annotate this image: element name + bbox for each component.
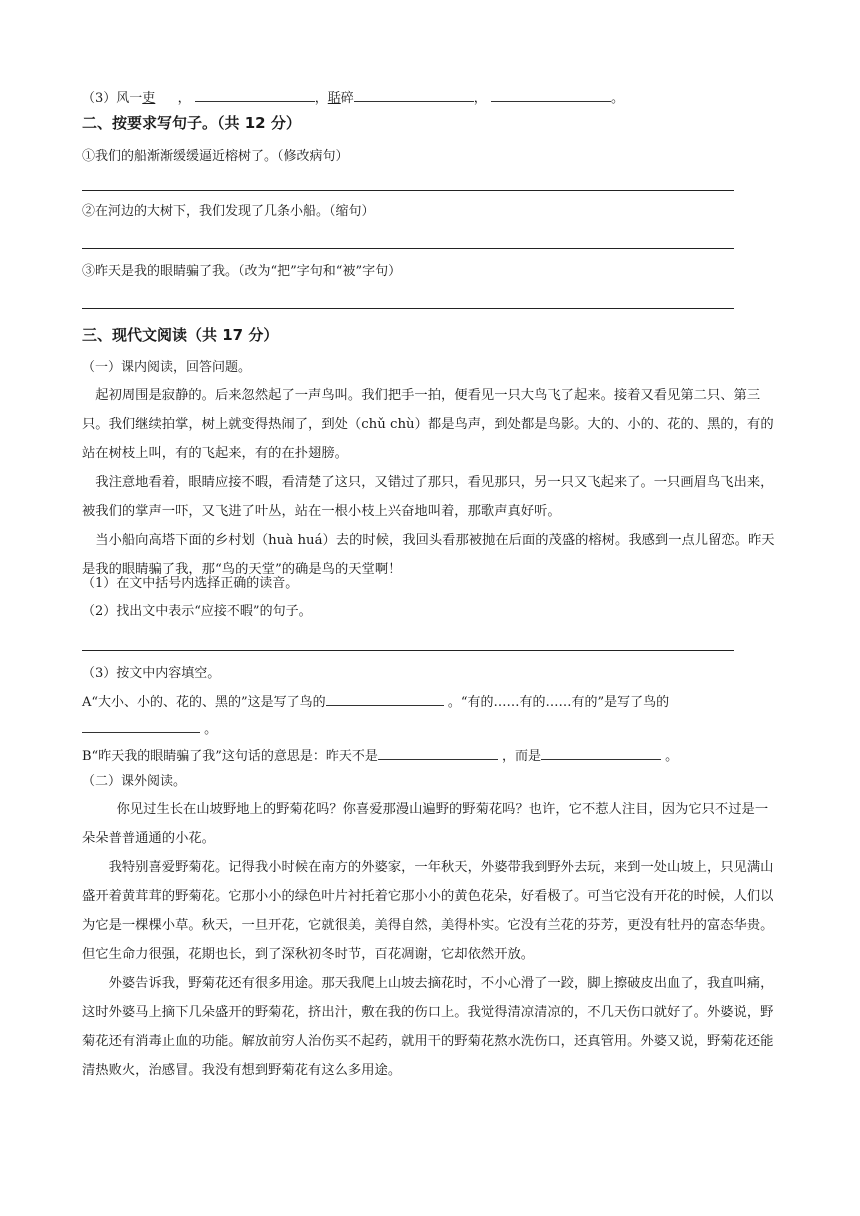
- q-underlined-char: 聒: [327, 91, 341, 106]
- passage-1: [82, 381, 778, 584]
- q-text: ，而是: [502, 749, 542, 764]
- passage-paragraph: 起初周围是寂静的。后来忽然起了一声鸟叫。我们把手一拍，便看见一只大鸟飞了起来。接着又看见第二只、第三只。我们继续拍掌，树上就变得热闹了，到处（chǔ chù）都是鸟声，到处都是鸟影。大的、小的、花的、黑的，有的站在树枝上叫，有的飞起来，有的在扑翅膀。: [82, 388, 774, 461]
- passage-paragraph: 我特别喜爱野菊花。记得我小时候在南方的外婆家，一年秋天，外婆带我到野外去玩，来到一处山坡上，只见满山盛开着黄茸茸的野菊花。它那小小的绿色叶片衬托着它那小小的黄色花朵，好看极了。可当它没有开花的时候，人们以为它是一棵棵小草。秋天，一旦开花，它就很美，美得自然，美得朴实。它没有兰花的芬芳，更没有牡丹的富态华贵。但它生命力很强，花期也长，到了深秋初冬时节，百花凋谢，它却依然开放。: [82, 860, 774, 962]
- part-1-title: （一）课内阅读，回答问题。: [82, 360, 252, 375]
- answer-blank[interactable]: [378, 745, 498, 760]
- part-2-title: （二）课外阅读。: [82, 774, 187, 789]
- q-text: 碎: [340, 91, 354, 106]
- answer-blank[interactable]: [491, 87, 611, 102]
- question-1: （1）在文中括号内选择正确的读音。: [82, 576, 299, 591]
- q-end: 。: [610, 91, 624, 106]
- q-prefix: （3）风一: [82, 91, 143, 106]
- q-comma: ，: [473, 91, 487, 106]
- q-comma: ，: [177, 91, 191, 106]
- passage-paragraph: 我注意地看着，眼睛应接不暇，看清楚了这只，又错过了那只，看见那只，另一只又飞起来了。一只画眉鸟飞出来，被我们的掌声一吓，又飞进了叶丛，站在一根小枝上兴奋地叫着，那歌声真好听。: [82, 475, 774, 519]
- answer-line[interactable]: [82, 190, 734, 191]
- q-comma: ，: [314, 91, 328, 106]
- question-3: （3）按文中内容填空。: [82, 666, 221, 681]
- question-1-3: [82, 87, 770, 109]
- answer-line[interactable]: [82, 248, 734, 249]
- passage-paragraph: 外婆告诉我，野菊花还有很多用途。那天我爬上山坡去摘花时，不小心滑了一跤，脚上擦破皮出血了，我直叫痛，这时外婆马上摘下几朵盛开的野菊花，挤出汁，敷在我的伤口上。我觉得清凉清凉的，不几天伤口就好了。外婆说，野菊花还有消毒止血的功能。解放前穷人治伤买不起药，就用干的野菊花熬水洗伤口，还真管用。外婆又说，野菊花还能清热败火，治感冒。我没有想到野菊花有这么多用途。: [82, 976, 774, 1078]
- answer-blank[interactable]: [195, 87, 315, 102]
- q-underlined-char: 吏: [142, 91, 156, 106]
- passage-paragraph: 当小船向高塔下面的乡村划（huà huá）去的时候，我回头看那被抛在后面的茂盛的榕树。我感到一点儿留恋。昨天是我的眼睛骗了我，那“鸟的天堂”的确是鸟的天堂啊！: [82, 533, 775, 577]
- question-3a: [82, 691, 770, 713]
- sentence-task-3: ③昨天是我的眼睛骗了我。（改为“把”字句和“被”字句）: [82, 264, 402, 279]
- sentence-task-2: ②在河边的大树下，我们发现了几条小船。（缩句）: [82, 204, 375, 219]
- answer-blank[interactable]: [354, 87, 474, 102]
- section-3-heading: 三、现代文阅读（共 17 分）: [82, 326, 279, 344]
- question-3b: [82, 745, 770, 767]
- section-2-heading: 二、按要求写句子。（共 12 分）: [82, 114, 301, 132]
- answer-blank[interactable]: [541, 745, 661, 760]
- q-end: 。: [204, 722, 218, 737]
- passage-paragraph: 你见过生长在山坡野地上的野菊花吗？你喜爱那漫山遍野的野菊花吗？也许，它不惹人注目，因为它只不过是一朵朵普普通通的小花。: [82, 802, 769, 846]
- question-2: （2）找出文中表示“应接不暇”的句子。: [82, 604, 312, 619]
- q-text: B“昨天我的眼睛骗了我”这句话的意思是：昨天不是: [82, 749, 378, 764]
- answer-line[interactable]: [82, 308, 734, 309]
- q-text: A“大小、小的、花的、黑的”这是写了鸟的: [82, 695, 326, 710]
- answer-blank[interactable]: [82, 718, 200, 733]
- q-text: 。“有的……有的……有的”是写了鸟的: [447, 695, 670, 710]
- passage-2: [82, 795, 778, 1085]
- answer-blank[interactable]: [326, 691, 444, 706]
- question-3a-cont: [82, 718, 770, 740]
- answer-line[interactable]: [82, 650, 734, 651]
- sentence-task-1: ①我们的船渐渐缓缓逼近榕树了。（修改病句）: [82, 149, 349, 164]
- q-end: 。: [665, 749, 679, 764]
